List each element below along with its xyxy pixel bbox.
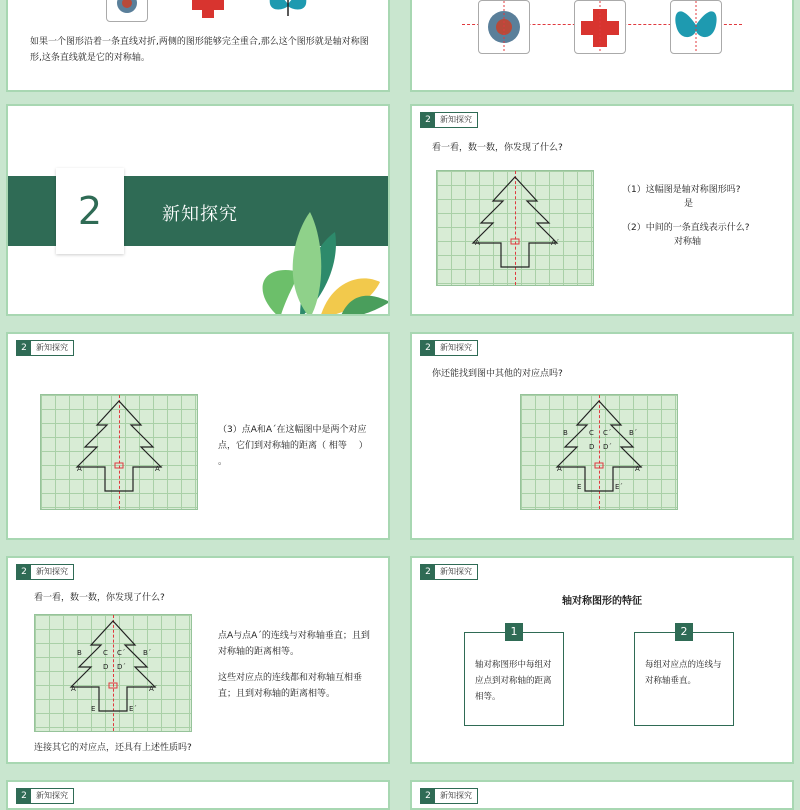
- point-a2-label: A´: [551, 239, 560, 247]
- tree-grid-labeled: [520, 394, 678, 510]
- tree-grid-labeled: [34, 614, 192, 732]
- point-a-label: A: [557, 465, 562, 473]
- point-b2-label: B´: [629, 429, 638, 437]
- point-b-label: B: [77, 649, 82, 657]
- tree-grid: [40, 394, 198, 510]
- slide-distance: [6, 332, 390, 540]
- point-b-label: B: [563, 429, 568, 437]
- feature-1-number: 1: [505, 623, 523, 641]
- point-c-label: C: [103, 649, 108, 657]
- point-c-label: C: [589, 429, 594, 437]
- slide-observe-2: [6, 556, 390, 764]
- slide-other-points: [410, 332, 794, 540]
- red-cross-image: [574, 0, 626, 54]
- header-tag: 2 新知探究: [420, 564, 478, 580]
- point-b2-label: B´: [143, 649, 152, 657]
- feature-card-2: [634, 625, 734, 726]
- prompt-text: 看一看，数一数，你发现了什么?: [432, 143, 563, 153]
- feature-2-text: 每组对应点的连线与对称轴垂直。: [645, 660, 722, 686]
- point-d-label: D: [589, 443, 595, 451]
- point-a-label: A: [475, 239, 480, 247]
- prompt-text: 你还能找到图中其他的对应点吗?: [432, 369, 563, 379]
- observation-1: 点A与点A´的连线与对称轴垂直；且到对称轴的距离相等。: [218, 631, 370, 657]
- definition-text: 如果一个图形沿着一条直线对折,两侧的图形能够完全重合,那么这个图形就是轴对称图形,这条直线就是它的对称轴。: [30, 37, 369, 63]
- feature-1-text: 轴对称图形中每组对应点到对称轴的距离相等。: [475, 660, 552, 702]
- header-tag: 2 新知探究: [420, 788, 478, 804]
- question-1: （1）这幅图是轴对称图形吗?: [622, 185, 741, 195]
- tile-pattern-image: [106, 0, 148, 22]
- point-e-label: E: [577, 483, 582, 491]
- leaf-decoration: [240, 202, 390, 316]
- point-a-label: A: [71, 685, 76, 693]
- header-tag: 2 新知探究: [420, 112, 478, 128]
- slide-observe-1: [410, 104, 794, 316]
- point-a2-label: A´: [635, 465, 644, 473]
- observation-2: 这些对应点的连线都和对称轴互相垂直；且到对称轴的距离相等。: [218, 673, 363, 699]
- tile-pattern-image: [478, 0, 530, 54]
- question-3-end: 。: [218, 457, 228, 467]
- header-tag: 2 新知探究: [16, 340, 74, 356]
- answer-2: 对称轴: [674, 237, 702, 247]
- feature-card-1: [464, 625, 564, 726]
- question-3: （3）点A和A´在这幅图中是两个对应点，它们到对称轴的距离（ 相等 ）: [218, 425, 368, 451]
- slide-features: [410, 556, 794, 764]
- point-d2-label: D´: [117, 663, 126, 671]
- point-d-label: D: [103, 663, 109, 671]
- features-title: 轴对称图形的特征: [562, 596, 642, 607]
- answer-1: 是: [684, 199, 694, 209]
- question-2: （2）中间的一条直线表示什么?: [622, 223, 750, 233]
- slide-partial-right: [410, 780, 794, 810]
- point-e2-label: E´: [129, 705, 137, 713]
- slide-definition: [6, 0, 390, 92]
- red-cross-image: [188, 0, 228, 20]
- slide-section-title: [6, 104, 390, 316]
- header-tag: 2 新知探究: [420, 340, 478, 356]
- point-a2-label: A´: [149, 685, 158, 693]
- section-number-box: [56, 168, 124, 254]
- feature-2-number: 2: [675, 623, 693, 641]
- point-a-label: A: [77, 465, 82, 473]
- section-number: 2: [77, 189, 103, 233]
- section-title: 新知探究: [162, 204, 238, 225]
- bottom-question: 连接其它的对应点，还具有上述性质吗?: [34, 743, 192, 753]
- point-c2-label: C´: [117, 649, 126, 657]
- header-tag: 2 新知探究: [16, 564, 74, 580]
- butterfly-image: [670, 0, 722, 54]
- butterfly-image: [266, 0, 310, 20]
- point-c2-label: C´: [603, 429, 612, 437]
- point-e2-label: E´: [615, 483, 623, 491]
- slide-symmetry-images: [410, 0, 794, 92]
- slide-partial-left: [6, 780, 390, 810]
- header-tag: 2 新知探究: [16, 788, 74, 804]
- point-a2-label: A´: [155, 465, 164, 473]
- point-d2-label: D´: [603, 443, 612, 451]
- tree-grid: [436, 170, 594, 286]
- prompt-text: 看一看，数一数，你发现了什么?: [34, 593, 165, 603]
- point-e-label: E: [91, 705, 96, 713]
